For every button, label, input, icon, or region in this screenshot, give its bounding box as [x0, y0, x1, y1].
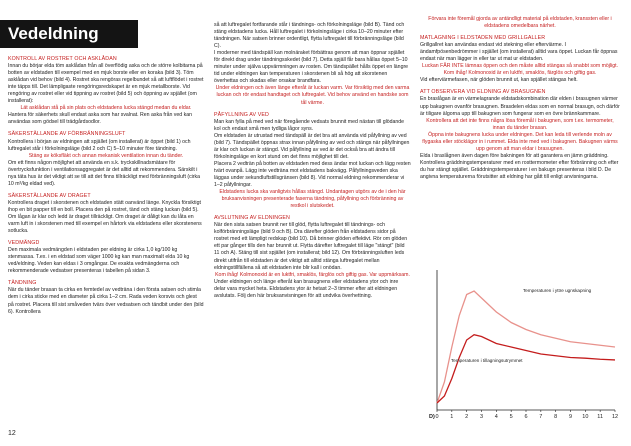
column-middle	[214, 22, 411, 300]
warning-text: Öppna inte bakugnens lucka under eldningen. Det kan leda till verlende moln av flygaska eller stöcklägor in i rummet. Elda inte med ved i bakugnen. Bakugnen värms upp genom att man eldar i brasugnen.	[422, 131, 618, 152]
body-paragraph: Under eldningen och länge efteråt kan brasugnens eller eldstadens ytor och inre delar vara mycket heta. Eldstadens ytor är hetast 2–3 timmer efter att eldningen avslutats. Följ den här bruksanvisningen för att undvika överhettning.	[214, 278, 399, 299]
chart-title: D)	[429, 414, 435, 420]
x-tick-label: 12	[611, 414, 619, 420]
x-tick-label: 8	[554, 414, 558, 420]
body-paragraph: Vid efterviärmefasen, när glöden brunnit ut, kan spjället stängas helt.	[420, 77, 578, 84]
body-paragraph: Man kan fylla på med ved när föregående vedsats brunnit med nästan till glödande kol och endast små men tydliga lågor syns.	[214, 118, 405, 132]
x-tick-label: 2	[465, 414, 469, 420]
body-paragraph: Om ett finns någon möjlighet att använda en s.k. tryckskillnadsmätare för övertrycksfunktion i ventilationsaggregatet är det alltid att rekommendera. Särskilt i nya täta hus är det viktigt att se till att det finns tillräckligt med förbränningsluft (cirka 10 m³/kg eldad ved).	[8, 159, 201, 187]
x-tick-label: 11	[597, 414, 604, 420]
section-heading: SÄKERSTÄLLANDE AV FÖRBRÄNNINGSLUFT	[8, 131, 126, 138]
page-title: Vedeldning	[0, 20, 138, 48]
column-right	[420, 16, 620, 181]
warning-text: Kontrollera att det inte finns några lösa föremål i bakugnen, som t.ex. termometer, innan du tänder brasan.	[426, 117, 614, 131]
section-heading: SÄKERSTÄLLANDE AV DRAGET	[8, 192, 91, 199]
x-tick-label: 10	[582, 414, 589, 420]
chart-ticks	[435, 414, 618, 420]
section-heading: KONTROLL AV ROSTRET OCH ASKLÅDAN	[8, 56, 117, 62]
warning-text: Förvara inte föremål gjorda av antändligt material på eldstaden, kranssten eller i eldstadens omedelbara närhet.	[428, 16, 612, 30]
x-tick-label: 9	[568, 414, 573, 420]
body-paragraph: En braslågan är en värmelagrande eldstadskombination där elden i brasugnen värmer upp bakugnen ovanför brasugnen. Brasdelen eldas som en normal brasugn, och därför är tiligare älgorna upp till bakugnen som fungerar som en övre brännkammare.	[420, 96, 620, 117]
series-line-1	[437, 335, 615, 403]
section-heading: PÅFYLLNING AV VED	[214, 111, 269, 118]
body-paragraph: Kontrollera i början av eldningen att spjället (om installerat) är öppet (bild 1) och luftregalet står i förkolningsläge (bild 2 och C) 5–10 minuter före tändning.	[8, 138, 191, 152]
x-tick-label: 4	[494, 414, 498, 420]
warning-text: Stäng av köksfläkt och annan mekanisk ventilation innan du tänder.	[28, 152, 184, 159]
warning-text: Under eldningen och även länge efteråt är luckan varm. Var försiktig med den varma luckan och rör endast handtaget och luftregalet. Vid behov använd en handske som tål värme.	[215, 85, 410, 106]
x-tick-label: 6	[524, 414, 528, 420]
section-heading: VEDMÄNGD	[8, 240, 40, 247]
body-paragraph: så att luftregalet fortfarande står i tändnings- och förkolningsläge (bild B). Tänd och stäng eldstadens lucka. Håll luftregalet i förkolningsläge i cirka 10–20 minuter efter tändningen. När satsen brinner ordentligt, flytta luftregalet till förbränningsläge (bild C).	[214, 22, 405, 50]
warning-text: Eldstadens lucka ska vanligtvis hållas stängd. Undantagen utgörs av de i den här bruksanvisningen presenterade faserna tändning, påfyllning och förbränning av restkol i slutskedet.	[219, 189, 406, 210]
warning-text: Lät asklådan stå på sin plats och eldstadens lucka stängd medan du eldar.	[20, 105, 192, 112]
section-heading: AVSLUTNING AV ELDNINGEN	[214, 215, 290, 222]
chart-series	[437, 291, 615, 403]
page-number: 12	[8, 430, 16, 437]
x-tick-label: 7	[539, 414, 543, 420]
body-paragraph: Innan du börjar elda töm asklådan från all överflödig aska och de större kolbitarna på botten av eldstaden till exempel med en mjuk borste eller en koraka (bild 3). Töm asklådan vid behov (bild 4). Rostret ska rengöras regelbundet så att luftflödet i rostret inte täpps till. Det lämpligaste rengöringsredskapet är en mjuk metallborste. Vid rengöring av rostret eller vid tippning av rostret (bild 5) och öppning av spjället (om installerat):	[8, 63, 204, 105]
body-paragraph: I moderner med tändspäll kan molnäraket förbättras genom att man öppnar spjället för direkt drag under tändningsskedet (bild 7). Detta spjäll får bara hållas öppet 5–10 minuter under själva uppvärmningen av rosten. Om tändspället hålls öppet en längre tid under eldningen kan temperaturen i skorstenen bli så hög att skorstenen överhettas och skadas eller orsakar brandfara.	[214, 50, 409, 85]
section-heading: MATLAGNING I ELDSTADEN MED GRILLGALLER	[420, 35, 546, 42]
x-tick-label: 3	[479, 414, 484, 420]
section-heading: ATT OBSERVERA VID ELDNING AV BRASUGNEN	[420, 89, 546, 96]
body-paragraph: Den maximala vedmängden i eldstaden per eldning är cirka 1,0 kg/100 kg stenmassa. T.ex. i en eldstad som väger 1000 kg kan man maximalt elda 10 kg ved/eldning. Veden kan eldas i 3 omgångar. De exakta vedmängderna och rekommenderade vedsatser presenteras i tabellen på sidan 3.	[8, 247, 190, 275]
warning-text: Luckan FÅR INTE lämnas öppen och den måste alltid stängas så snabbt som möjligt. Kom ihåg! Kolmonoxid är en luktfri, smaklös, färglös och giftig gas.	[421, 63, 619, 77]
chart-annotation-inner: Temperaturen i tillagningsutrymmet	[451, 358, 523, 363]
x-tick-label: 1	[450, 414, 454, 420]
temperature-chart	[423, 262, 621, 440]
body-paragraph: Om eldstaden är utrustad med tändspäll är det bra att använda vid påfyllning av ved (bild 7). Tändspället öppnas strax innan påfyllning av ved och stängs när påfyllningen är klar och luckan är stängd. Vid påfyllning av ved är det också bra att ändra till förkolningsläge en kort stund om det finns möjlighet till det.	[214, 132, 410, 160]
body-paragraph: Grillgallret kan användas endast vid stekning eller efterviärme. I ändamfpösenbedrömmer i spjället (om installerat) alltid vara öppet. Luckan får öppnas endast när man lägger in eller tar ut mat ur eldstaden.	[420, 42, 618, 63]
warning-text: Kom ihåg! Kolmonoxid är en luktfri, smaklös, färglös och giftig gas. Var uppmärksam.	[215, 271, 410, 278]
x-tick-label: 5	[509, 414, 513, 420]
x-tick-label: 0	[435, 414, 439, 420]
section-heading: TÄNDNING	[8, 280, 37, 287]
chart-annotation-outer: Temperaturen i yttre ugnskapning	[523, 288, 592, 293]
column-left	[8, 56, 204, 316]
body-paragraph: Placera 2 vedträn på botten av eldstaden med dess ändar mot luckan och lägg resten tvärt ovanpå. Lägg inte vedträna mot eldstadens bakvägg. Påfyllningsveden ska läggas under sekundluftstillsgränsen (bild 8). Vid normal eldning rekommenderar vi 1–2 påfyllningar.	[214, 160, 411, 189]
body-paragraph: Elda i braslågnen även dagen före bakningen för att garantera en jämn gräddning. Kontrollera gräddningstemperaturer med en rosttermometer efter förbränning och efter du har stängt spjället. Gräddningstemperaturer i en bakugn presenteras i bild D. De angivna temperaturerna förutsitter att eldning har gått till enligt anvisningarna.	[420, 152, 619, 180]
body-paragraph: När du tänder brasan ta cirka en femtedel av vedträna i den första satsen och stimla dem i cirka sticke med en diameter på cirka 1–2 cm. Rada veden korsvis och glest på rostret. Placera till sist småveden tvärs över vedsatsen och tändbit under den (bild 6). Kontrollera	[8, 287, 204, 315]
body-paragraph: Kontrollera draget i skorstenen och eldstaden stätt oanvänd länge. Knyckla försiktigt ihop en bit papper till en boll. Placera den på rostret, tänd och stäng luckan (bild 5). Om lågan är klar och ledd är draget tillräckligt. Om draget är dåligt kan du låta en varm luft in i skorstenen med till exempel en hårtork via eldstadens eller skorstenens sotlucka.	[8, 199, 202, 235]
body-paragraph: När den sista satsen brunnit ner till glöd, flytta luftregalet till tändnings- och kolförbränningsläge (bild 9 och B). Dra därefter glöden från eldstadens sidor på rostret med ett lämpligt redskap (bild 10). Då brinner glöden effektivt. Rör om glöden ett par gånger tills den har brunnit ut. Flytta därefter luftregalet till läge "stängt" (bild 11 och A). Stäng till sist spjället (om installerat; bild 12). Om förbränningsluften leds direkt utifrån till eldstaden är det viktigt att alltid stänga luftregalet mellan eldningstillfällena så att eldstaden inte blir kall i onödan.	[214, 222, 408, 271]
body-paragraph: Hantera för säkerhets skull endast aska som har svalnat. Ren aska från ved kan användas som gödsel till trädgårdsodlor.	[8, 112, 192, 126]
